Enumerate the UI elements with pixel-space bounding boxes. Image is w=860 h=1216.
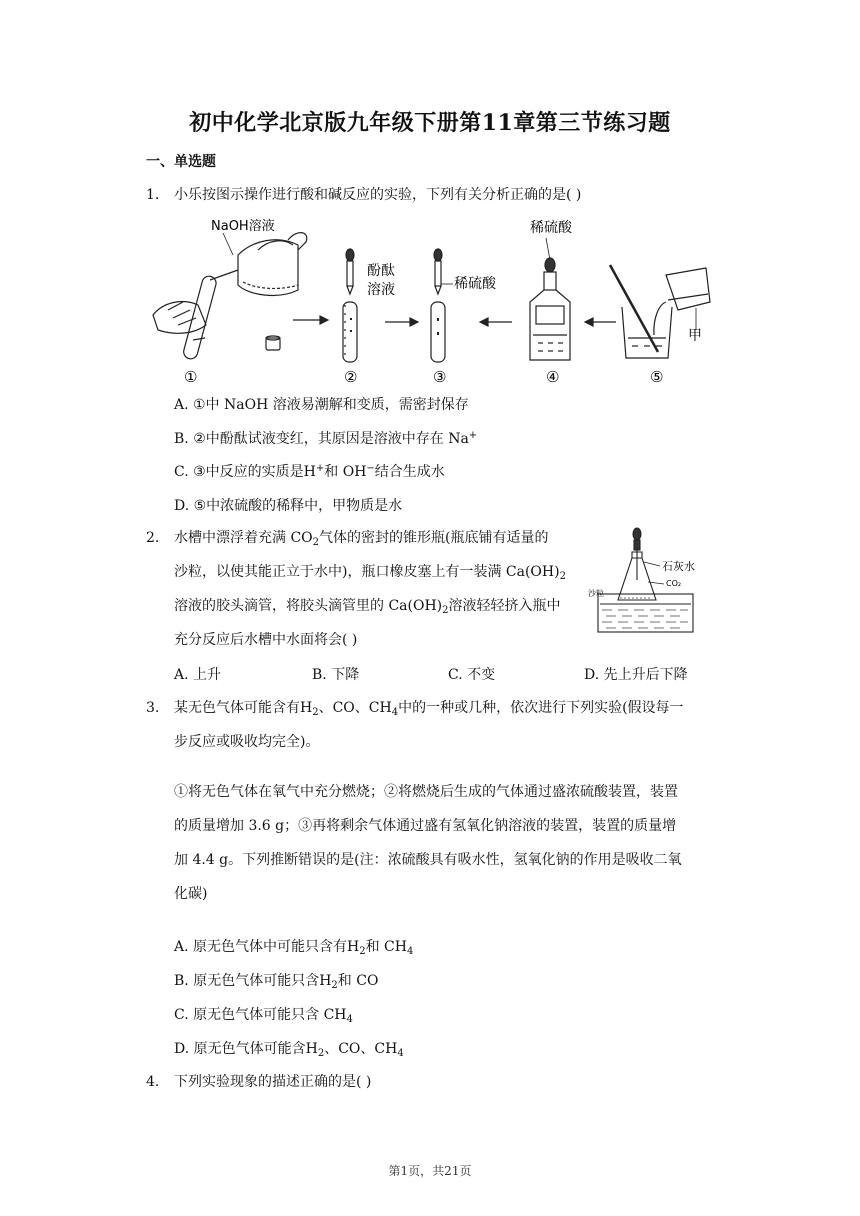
step-3-dropper [431,249,453,362]
question-3-option-b[interactable]: B. 原无色气体可能只含$H_2$和 CO [174,973,379,991]
question-3-para-2: 的质量增加 3.6 g；③再将剩余气体通过盛有氢氧化钠溶液的装置，装置的质量增 [174,818,677,834]
sand-pattern [602,598,688,628]
arrow-left-2 [585,318,616,326]
question-2-option-b[interactable]: B. 下降 [312,667,360,683]
acid-bottle-label: 稀硫酸 [530,220,572,236]
question-2-option-d[interactable]: D. 先上升后下降 [584,667,688,683]
question-3-line-1: 某无色气体可能含有$H_2$、CO、$CH_4$中的一种或几种，依次进行下列实验(假设每一 [174,700,684,718]
step-number-2: ② [344,368,358,386]
question-3-option-a[interactable]: A. 原无色气体中可能只含有$H_2$和 $CH_4$ [174,939,414,957]
arrow-right-1 [293,316,328,324]
sand-label: 沙粒 [588,589,604,598]
question-2-option-a[interactable]: A. 上升 [174,667,222,683]
question-1-option-b[interactable]: B. ②中酚酞试液变红，其原因是溶液中存在 Na+ [174,430,478,447]
phenol-label-1: 酚酞 [367,263,395,279]
step-4-reagent-bottle [530,238,570,360]
arrow-right-2 [385,318,418,326]
question-3-para-3: 加 4.4 g。下列推断错误的是(注：浓硫酸具有吸水性，氢氧化钠的作用是吸收二氧 [174,852,682,868]
step-1-pouring [153,233,307,361]
page-title: 初中化学北京版九年级下册第11章第三节练习题 [189,110,671,136]
question-2-line-1: 水槽中漂浮着充满 $CO_2$气体的密封的锥形瓶(瓶底铺有适量的 [174,530,549,548]
question-3-line-2: 步反应或吸收均完全)。 [174,734,320,750]
limewater-label: 石灰水 [662,560,695,573]
step-number-1: ① [184,368,198,386]
co2-label: CO₂ [666,579,682,588]
question-2-number: 2. [146,530,160,546]
question-3-para-4: 化碳) [174,886,208,902]
naoh-label: NaOH溶液 [211,219,275,234]
page-footer: 第1页，共21页 [388,1164,472,1178]
question-4-number: 4. [146,1074,160,1090]
question-3-option-c[interactable]: C. 原无色气体可能只含 $CH_4$ [174,1007,353,1025]
section-heading: 一、单选题 [146,154,216,170]
step-2-dropper [343,249,357,362]
question-2-line-2: 沙粒，以使其能正立于水中)，瓶口橡皮塞上有一装满 $Ca(OH)_2$ [174,564,566,582]
arrow-left-1 [480,318,512,326]
question-3-para-1: ①将无色气体在氧气中充分燃烧；②将燃烧后生成的气体通过盛浓硫酸装置，装置 [174,784,678,800]
jia-label: 甲 [688,328,702,344]
question-1-option-c[interactable]: C. ③中反应的实质是H+和 OH−结合生成水 [174,463,445,480]
question-2-option-c[interactable]: C. 不变 [448,667,496,683]
question-1-number: 1. [146,187,160,203]
phenol-label-2: 溶液 [367,282,395,298]
question-3-number: 3. [146,700,160,716]
question-2-figure [588,522,718,640]
question-3-option-d[interactable]: D. 原无色气体可能含$H_2$、CO、$CH_4$ [174,1041,404,1059]
question-2-line-4: 充分反应后水槽中水面将会( ) [174,632,358,648]
question-2-line-3: 溶液的胶头滴管，将胶头滴管里的 $Ca(OH)_2$溶液轻轻挤入瓶中 [174,598,561,616]
question-1-stem: 小乐按图示操作进行酸和碱反应的实验，下列有关分析正确的是( ) [174,187,582,203]
step-number-5: ⑤ [650,368,664,386]
step-number-3: ③ [433,368,447,386]
question-1-figure [148,210,728,388]
question-1-option-d[interactable]: D. ⑤中浓硫酸的稀释中，甲物质是水 [174,498,403,514]
question-1-option-a[interactable]: A. ①中 NaOH 溶液易潮解和变质，需密封保存 [174,397,469,413]
step-number-4: ④ [546,368,560,386]
question-4-stem: 下列实验现象的描述正确的是( ) [174,1074,372,1090]
dilute-acid-label: 稀硫酸 [454,276,496,292]
step-5-beaker [610,265,710,358]
